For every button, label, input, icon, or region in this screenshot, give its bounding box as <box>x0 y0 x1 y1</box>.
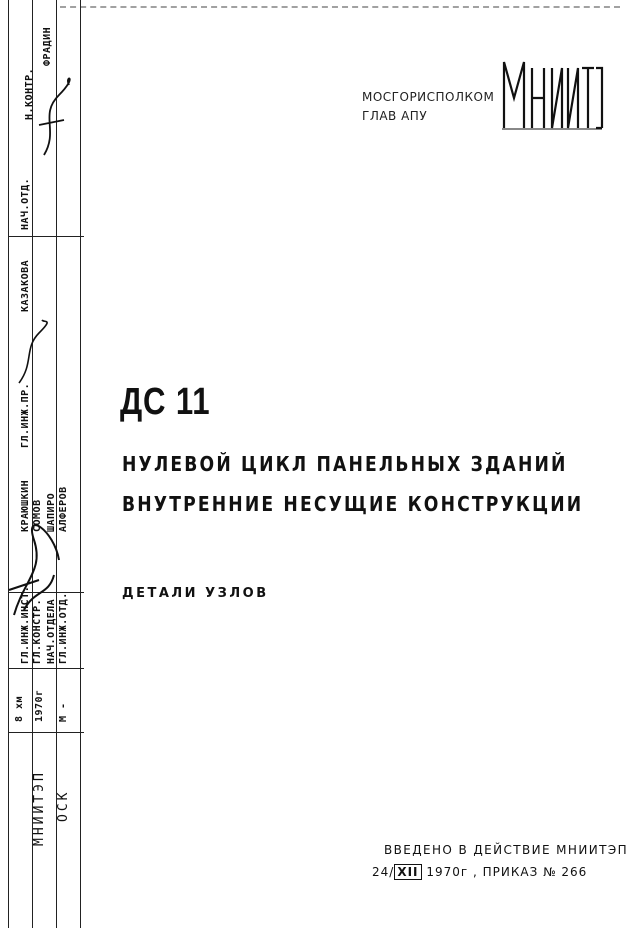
order-day: 24/ <box>372 865 395 879</box>
order-details: 1970г , ПРИКАЗ № 266 <box>421 865 588 879</box>
document-code: ДС 11 <box>120 381 211 423</box>
document-subtitle: ДЕТАЛИ УЗЛОВ <box>122 586 269 601</box>
title-line-2: ВНУТРЕННИЕ НЕСУЩИЕ КОНСТРУКЦИИ <box>122 492 584 516</box>
stamp-name-5: КАЗАКОВА <box>20 259 31 312</box>
stamp-role-4: ГЛ.ИНЖ.ИНСТ. <box>20 585 31 664</box>
scan-artifact-dashes <box>60 6 620 10</box>
stamp-dept: ОСК <box>56 789 71 822</box>
stamp-name-1: АЛФЕРОВ <box>58 486 69 532</box>
institute-logo <box>500 58 604 130</box>
order-line <box>372 865 587 879</box>
stamp-name-2: ШАПИРО <box>46 492 57 532</box>
stamp-name-3: СОМОВ <box>32 499 43 532</box>
strip-row-line-4 <box>8 732 84 733</box>
signature-scribble-2 <box>34 70 74 160</box>
title-line-1: НУЛЕВОЙ ЦИКЛ ПАНЕЛЬНЫХ ЗДАНИЙ <box>122 452 568 476</box>
strip-row-line-1 <box>8 236 84 237</box>
signature-scribble-3 <box>14 318 48 388</box>
stamp-role-7: Н.КОНТР. <box>24 67 35 120</box>
stamp-org: МНИИТЭП <box>32 770 47 846</box>
stamp-role-6: НАЧ.ОТД. <box>20 177 31 230</box>
logo-text: МНИИТЭП <box>552 128 558 129</box>
organization-line-1: МОСГОРИСПОЛКОМ <box>362 90 495 104</box>
signature-scribble-1 <box>4 520 66 620</box>
introduction-note: ВВЕДЕНО В ДЕЙСТВИЕ МНИИТЭП <box>384 843 629 857</box>
order-month: XII <box>394 864 421 880</box>
strip-row-line-3 <box>8 668 84 669</box>
stamp-name-4: КРАЮШКИН <box>20 479 31 532</box>
organization-block <box>362 88 494 126</box>
title-block-strip <box>4 0 84 928</box>
stamp-sheet: 8 хм <box>14 695 25 722</box>
stamp-name-7: ФРАДИН <box>42 26 53 66</box>
stamp-role-2: НАЧ.ОТДЕЛА <box>46 598 57 664</box>
strip-border-right <box>80 0 81 928</box>
stamp-role-3: ГЛ.КОНСТР. <box>32 598 43 664</box>
organization-line-2: ГЛАВ АПУ <box>362 109 428 123</box>
stamp-year: 1970г <box>34 689 45 722</box>
stamp-series: М - <box>58 702 69 722</box>
stamp-role-1: ГЛ.ИНЖ.ОТД. <box>58 592 69 664</box>
strip-border-left <box>8 0 9 928</box>
stamp-role-5: ГЛ.ИНЖ.ПР. <box>20 382 31 448</box>
